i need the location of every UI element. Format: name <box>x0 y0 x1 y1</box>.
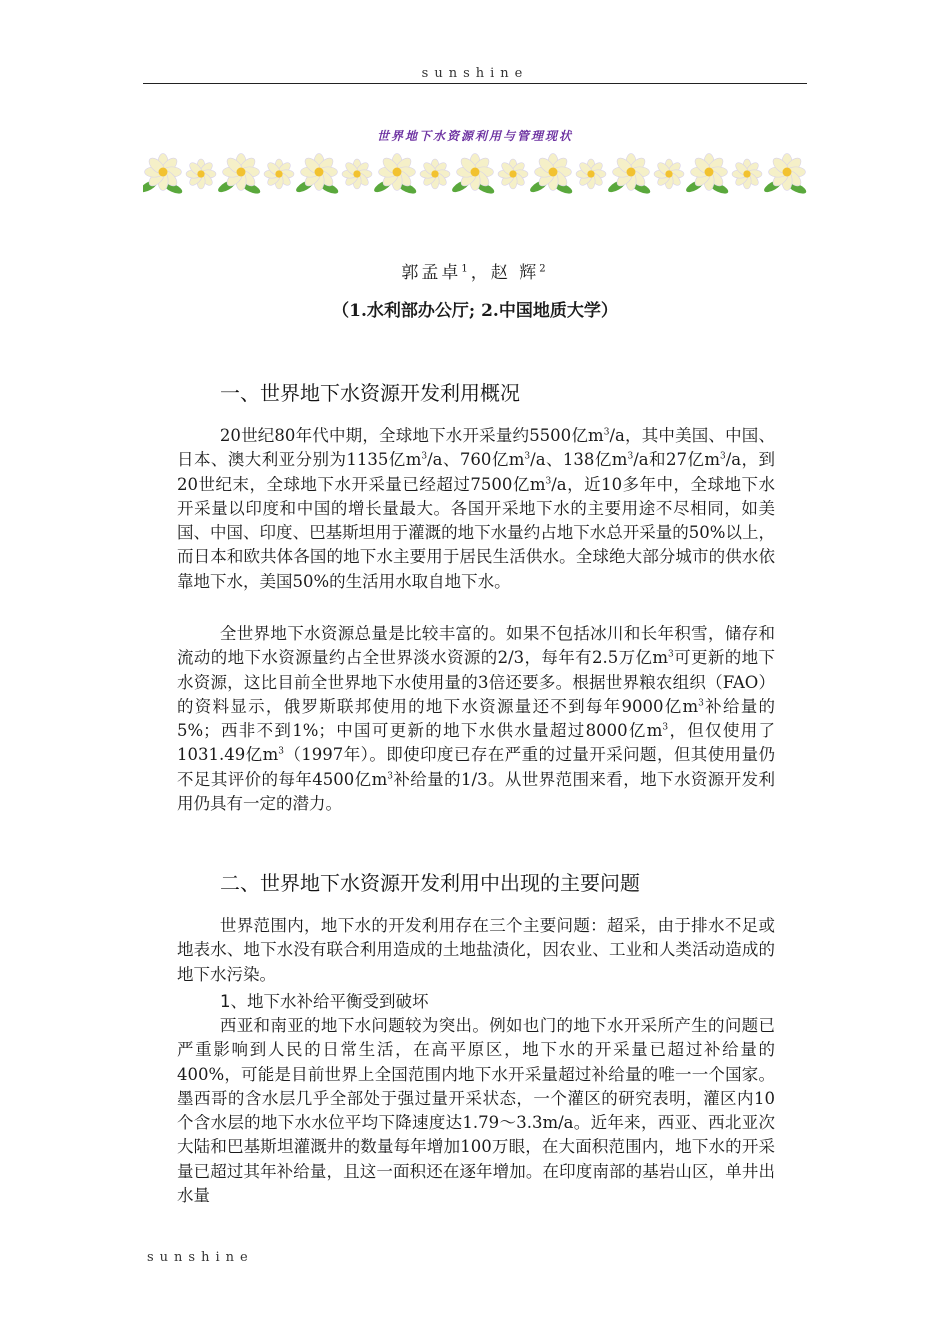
superscript: 3 <box>662 722 669 733</box>
text-run: /a、760亿m <box>427 450 525 470</box>
header-rule <box>143 83 807 84</box>
author-1-affil: 1 <box>461 263 471 275</box>
flower-center-icon <box>315 168 324 177</box>
authors <box>0 258 950 283</box>
section-2-paragraph-2: 西亚和南亚的地下水问题较为突出。例如也门的地下水开采所产生的问题已严重影响到人民的日常生活，在高平原区，地下水的开采量已超过补给量的400%，可能是目前世界上全国范围内地下水开采量超过补给量的唯一一个国家。墨西哥的含水层几乎全部处于强过量开采状态，一个灌区的研究表明，灌区内10个含水层的地下水水位平均下降速度达1.79～3.3m/a。近年来，西亚、西北亚次大陆和巴基斯坦灌溉井的数量每年增加100万眼，在大面积范围内，地下水的开采量已超过其年补给量，且这一面积还在逐年增加。在印度南部的基岩山区，单井出水量 <box>177 1016 775 1206</box>
text-run: /a和27亿m <box>633 450 720 470</box>
section-2-heading: 二、世界地下水资源开发利用中出现的主要问题 <box>220 871 640 895</box>
text-run: 20世纪80年代中期，全球地下水开采量约5500亿m <box>219 426 604 445</box>
author-1: 郭孟卓 <box>401 263 462 283</box>
flower-center-icon <box>665 170 672 177</box>
superscript: 3 <box>545 476 552 487</box>
text-run: /a、138亿m <box>530 450 628 470</box>
author-2: 赵 辉 <box>490 263 540 283</box>
text-run: 补给量的1/3。从世界范围来看，地下水资源开发利用仍具有一定的潜力。 <box>177 769 776 814</box>
superscript: 3 <box>668 649 674 660</box>
flower-center-icon <box>275 170 282 177</box>
superscript: 3 <box>421 451 428 462</box>
author-separator: ， <box>470 263 491 283</box>
flower-center-icon <box>237 168 246 177</box>
text-run: ，但仅使用了1031.49亿m <box>177 721 776 765</box>
text-run: 可更新的地下水资源，这比目前全世界地下水使用量的3倍还要多。根据世界粮农组织（FAO）的资料显示，俄罗斯联邦使用的地下水资源量还不到每年9000亿m <box>177 648 775 716</box>
flower-center-icon <box>549 168 558 177</box>
affiliation: （1.水利部办公厅; 2.中国地质大学） <box>332 301 618 321</box>
author-2-affil: 2 <box>539 263 549 275</box>
page-header: sunshine <box>421 66 529 81</box>
subsection-1-heading: 1、地下水补给平衡受到破坏 <box>220 992 429 1011</box>
flower-center-icon <box>431 170 438 177</box>
flower-garland-banner <box>143 150 807 198</box>
flower-center-icon <box>393 168 402 177</box>
section-2-paragraph-1: 世界范围内，地下水的开发利用存在三个主要问题：超采，由于排水不足或地表水、地下水没有联合利用造成的土地盐渍化，因农业、工业和人类活动造成的地下水污染。 <box>177 916 775 984</box>
text-run: 补给量的5%；西非不到1%；中国可更新的地下水供水量超过8000亿m <box>177 696 776 741</box>
section-1-paragraph-1 <box>177 424 775 594</box>
text-run: /a，近10多年中，全球地下水开采量以印度和中国的增长量最大。各国开采地下水的主要用途不尽相同，如美国、中国、印度、巴基斯坦用于灌溉的地下水量约占地下水总开采量的50%以上，而日本和欧共体各国的地下水主要用于居民生活供水。全球绝大部分城市的供水依靠地下水，美国50%的生活用水取自地下水。 <box>177 474 775 591</box>
superscript: 3 <box>698 698 704 709</box>
superscript: 3 <box>278 746 284 757</box>
text-run: 全世界地下水资源总量是比较丰富的。如果不包括冰川和长年积雪，储存和流动的地下水资源量约占全世界淡水资源的2/3，每年有2.5万亿m <box>177 624 775 668</box>
flower-center-icon <box>743 170 750 177</box>
flower-center-icon <box>159 168 168 177</box>
flower-center-icon <box>627 168 636 177</box>
flower-center-icon <box>509 170 516 177</box>
superscript: 3 <box>603 427 610 438</box>
flower-center-icon <box>783 168 792 177</box>
text-run: /a，其中美国、中国、日本、澳大利亚分别为1135亿m <box>177 426 775 470</box>
text-run: /a，到20世纪末，全球地下水开采量已经超过7500亿m <box>177 450 775 494</box>
flower-center-icon <box>353 170 360 177</box>
section-1-heading: 一、世界地下水资源开发利用概况 <box>220 381 520 405</box>
flower-center-icon <box>705 168 714 177</box>
superscript: 3 <box>524 451 531 462</box>
superscript: 3 <box>719 451 726 462</box>
flower-center-icon <box>197 170 204 177</box>
page-footer: sunshine <box>147 1250 254 1265</box>
superscript: 3 <box>627 451 634 462</box>
text-run: （1997年）。即使印度已存在严重的过量开采问题，但其使用量仍不足其评价的每年4500亿m <box>177 745 775 789</box>
document-title: 世界地下水资源利用与管理现状 <box>376 129 573 143</box>
section-1-paragraph-2 <box>177 622 775 816</box>
flower-center-icon <box>471 168 480 177</box>
superscript: 3 <box>387 771 393 782</box>
flower-center-icon <box>587 170 594 177</box>
